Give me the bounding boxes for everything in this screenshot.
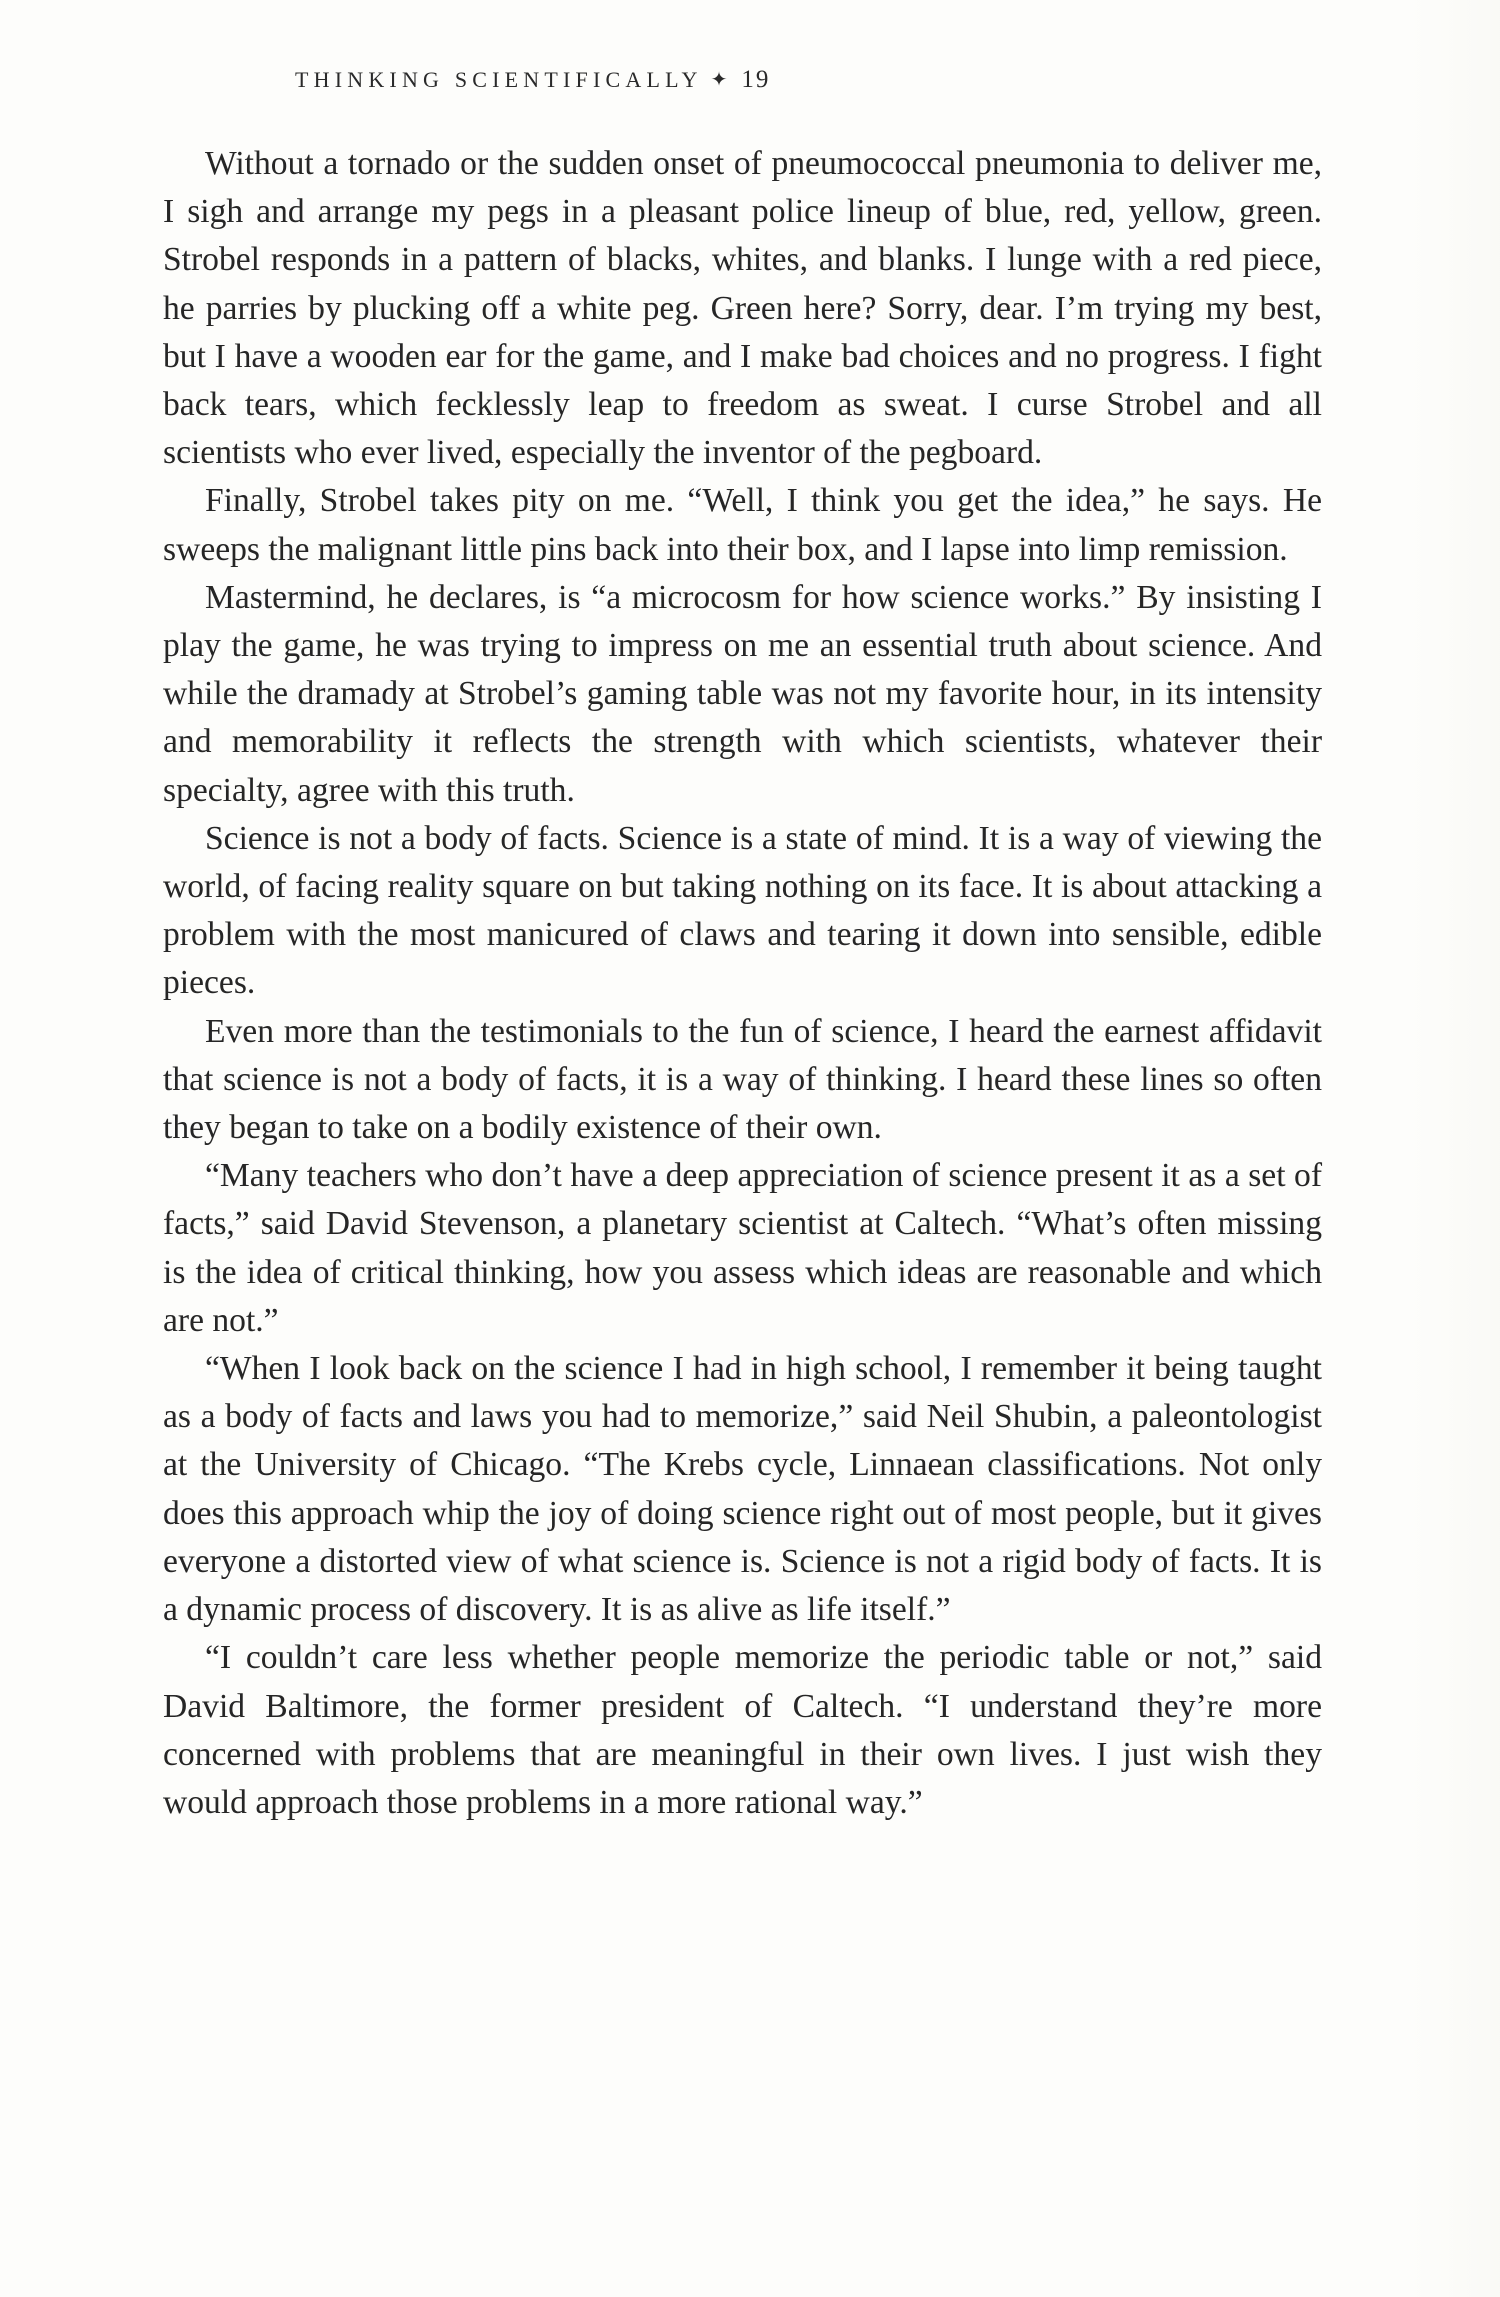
- paragraph: “I couldn’t care less whether people memorize the periodic table or not,” said David Baltimore, the former president of Caltech. “I understand they’re more concerned with problems that are meaningful in their own lives. I just wish they would approach those problems in a more rational way.”: [163, 1639, 1322, 1821]
- paragraph: “Many teachers who don’t have a deep appreciation of science present it as a set of facts,” said David Stevenson, a planetary scientist at Caltech. “What’s often missing is the idea of critical thinking, how you assess which ideas are reasonable and which are not.”: [163, 1157, 1322, 1339]
- paragraph: Science is not a body of facts. Science is a state of mind. It is a way of viewing the world, of facing reality square on but taking nothing on its face. It is about attacking a problem with the most manicured of claws and tearing it down into sensible, edible pieces.: [163, 819, 1322, 1002]
- page-number: 19: [741, 66, 771, 93]
- paragraph: Finally, Strobel takes pity on me. “Well, I think you get the idea,” he says. He sweeps the malignant little pins back into their box, and I lapse into limp remission.: [163, 482, 1322, 568]
- paragraph: Even more than the testimonials to the fun of science, I heard the earnest affidavit that science is not a body of facts, it is a way of thinking. I heard these lines so often they began to take on a bodily existence of their own.: [163, 1012, 1322, 1147]
- running-head: [295, 66, 770, 94]
- body-text: [163, 140, 1322, 1827]
- chapter-title: THINKING SCIENTIFICALLY: [295, 67, 703, 92]
- paragraph: “When I look back on the science I had in high school, I remember it being taught as a body of facts and laws you had to memorize,” said Neil Shubin, a paleontologist at the University of Chicago. “The Krebs cycle, Linnaean classifications. Not only does this approach whip the joy of doing science right out of most people, but it gives everyone a distorted view of what science is. Science is not a rigid body of facts. It is a dynamic process of discovery. It is as alive as life itself.”: [163, 1350, 1322, 1629]
- paragraph: Mastermind, he declares, is “a microcosm for how science works.” By insisting I play the game, he was trying to impress on me an essential truth about science. And while the dramady at Strobel’s gaming table was not my favorite hour, in its intensity and memorability it reflects the strength with which scientists, whatever their specialty, agree with this truth.: [163, 578, 1322, 809]
- scan-edge-shading: [1410, 0, 1500, 2297]
- diamond-ornament-icon: ✦: [710, 69, 728, 91]
- paragraph: Without a tornado or the sudden onset of pneumococcal pneumonia to deliver me, I sigh and arrange my pegs in a pleasant police lineup of blue, red, yellow, green. Strobel responds in a pattern of blacks, whites, and blanks. I lunge with a red piece, he parries by plucking off a white peg. Green here? Sorry, dear. I’m trying my best, but I have a wooden ear for the game, and I make bad choices and no progress. I fight back tears, which fecklessly leap to freedom as sweat. I curse Strobel and all scientists who ever lived, especially the inventor of the pegboard.: [163, 145, 1322, 472]
